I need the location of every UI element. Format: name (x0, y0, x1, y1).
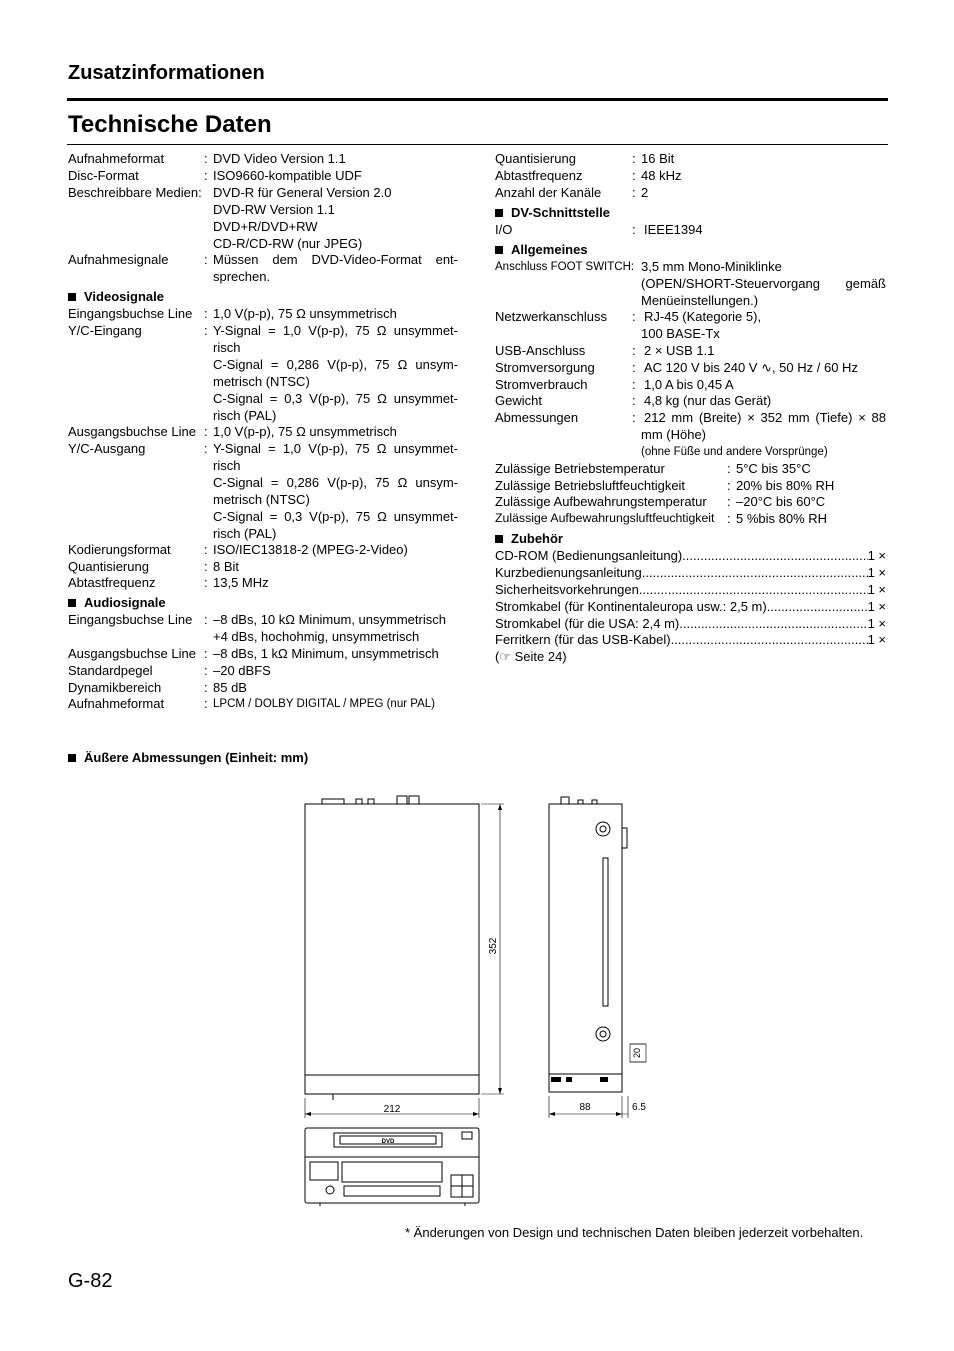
rear-dimension-label: 20 (632, 1047, 642, 1059)
spec-value: mm (Höhe) (641, 427, 707, 442)
spec-value: Müssen dem DVD-Video-Format ent- (213, 252, 458, 267)
spec-label: Quantisierung (495, 151, 576, 166)
video-heading: Videosignale (68, 288, 164, 305)
footnote: * Änderungen von Design und technischen Daten bleiben jederzeit vorbehalten. (405, 1225, 864, 1240)
spec-value: +4 dBs, hochohmig, unsymmetrisch (213, 629, 420, 644)
spec-value: 2 (641, 185, 649, 200)
spec-label: Y/C-Ausgang (68, 441, 146, 456)
foot-dimension-label: 6.5 (632, 1102, 646, 1113)
spec-value: risch (PAL) (213, 526, 277, 541)
spec-label: Quantisierung (68, 559, 149, 574)
spec-label: Disc-Format (68, 168, 139, 183)
spec-value: ISO9660-kompatible UDF (213, 168, 362, 183)
list-item (495, 631, 886, 648)
spec-value: 20% bis 80% RH (736, 478, 835, 493)
width-dimension-label: 212 (383, 1104, 401, 1115)
spec-value: –20°C bis 60°C (736, 494, 826, 509)
spec-value: C-Signal = 0,3 V(p-p), 75 Ω unsymmet- (213, 509, 458, 524)
spec-label: USB-Anschluss (495, 343, 586, 358)
spec-value: 16 Bit (641, 151, 675, 166)
accessory-qty: 1 × (867, 565, 886, 580)
spec-label: Ausgangsbuchse Line (68, 646, 196, 661)
spec-value: CD-R/CD-RW (nur JPEG) (213, 236, 363, 251)
spec-label: Dynamikbereich (68, 680, 162, 695)
accessory-qty: 1 × (867, 632, 886, 647)
spec-label: Abmessungen (495, 410, 579, 425)
title-rule (67, 144, 888, 145)
spec-label: Aufnahmeformat (68, 151, 165, 166)
spec-value: sprechen. (213, 269, 271, 284)
spec-value: –20 dBFS (213, 663, 271, 678)
accessories-heading: Zubehör (495, 530, 563, 547)
spec-value: metrisch (NTSC) (213, 492, 310, 507)
spec-value: C-Signal = 0,286 V(p-p), 75 Ω unsym- (213, 357, 458, 372)
spec-label: Zulässige Betriebsluftfeuchtigkeit (495, 478, 686, 493)
page-reference: (☞ Seite 24) (495, 649, 567, 664)
spec-label: Abtastfrequenz (495, 168, 583, 183)
spec-value: C-Signal = 0,286 V(p-p), 75 Ω unsym- (213, 475, 458, 490)
spec-value: DVD+R/DVD+RW (213, 219, 318, 234)
spec-value: 1,0 V(p-p), 75 Ω unsymmetrisch (213, 424, 397, 439)
spec-label: Anschluss FOOT SWITCH: (495, 261, 635, 273)
accessory-name: CD-ROM (Bedienungsanleitung) (495, 548, 683, 563)
spec-label: Zulässige Aufbewahrungsluftfeuchtigkeit (495, 511, 715, 525)
spec-value: AC 120 V bis 240 V ∿, 50 Hz / 60 Hz (644, 360, 858, 375)
spec-value: 212 mm (Breite) × 352 mm (Tiefe) × 88 (644, 410, 886, 425)
spec-value: Y-Signal = 1,0 V(p-p), 75 Ω unsymmet- (213, 323, 458, 338)
spec-label: Netzwerkanschluss (495, 309, 607, 324)
spec-label: Aufnahmeformat (68, 696, 165, 711)
spec-label: Beschreibbare Medien: (68, 185, 202, 200)
spec-label: Zulässige Aufbewahrungstemperatur (495, 494, 707, 509)
list-item (495, 581, 886, 598)
accessory-name: Stromkabel (für Kontinentaleuropa usw.: 2,5 m) (495, 599, 767, 614)
spec-value: 3,5 mm Mono-Miniklinke (641, 259, 782, 274)
spec-value: 5 %bis 80% RH (736, 511, 828, 526)
page-number: G-82 (68, 1270, 113, 1292)
spec-label: Aufnahmesignale (68, 252, 169, 267)
dvd-logo: DVD (381, 1139, 395, 1145)
spec-value: 5°C bis 35°C (736, 461, 811, 476)
spec-label: Stromversorgung (495, 360, 595, 375)
spec-label: Gewicht (495, 393, 542, 408)
accessory-qty: 1 × (867, 582, 886, 597)
accessory-qty: 1 × (867, 616, 886, 631)
spec-value: (OPEN/SHORT-Steuervorgang gemäß (641, 276, 886, 291)
accessory-qty: 1 × (867, 599, 886, 614)
accessory-name: Stromkabel (für die USA: 2,4 m) (495, 616, 680, 631)
spec-label: Y/C-Eingang (68, 323, 142, 338)
spec-value: –8 dBs, 10 kΩ Minimum, unsymmetrisch (213, 612, 446, 627)
dv-heading: DV-Schnittstelle (495, 204, 610, 221)
spec-value: IEEE1394 (644, 222, 703, 237)
spec-value: DVD-R für General Version 2.0 (213, 185, 392, 200)
dimension-drawing (290, 785, 670, 1210)
list-item (495, 547, 886, 564)
spec-value: DVD Video Version 1.1 (213, 151, 346, 166)
list-item (495, 564, 886, 581)
spec-value: 4,8 kg (nur das Gerät) (644, 393, 772, 408)
height-dimension-label: 88 (579, 1102, 591, 1113)
spec-label: Ausgangsbuchse Line (68, 424, 196, 439)
list-item (495, 598, 886, 615)
spec-value: 2 × USB 1.1 (644, 343, 715, 358)
spec-label: Zulässige Betriebstemperatur (495, 461, 665, 476)
spec-label: Kodierungsformat (68, 542, 171, 557)
page-title: Technische Daten (68, 111, 272, 138)
top-view-outline (305, 804, 479, 1094)
spec-value: 48 kHz (641, 168, 682, 183)
spec-value: 1,0 A bis 0,45 A (644, 377, 734, 392)
audio-heading: Audiosignale (68, 594, 166, 611)
accessory-qty: 1 × (867, 548, 886, 563)
spec-value: 8 Bit (213, 559, 240, 574)
accessory-name: Ferritkern (für das USB-Kabel) (495, 632, 671, 647)
spec-value: 85 dB (213, 680, 247, 695)
header-rule (67, 98, 888, 101)
spec-value: Menüeinstellungen.) (641, 293, 759, 308)
spec-value: metrisch (NTSC) (213, 374, 310, 389)
spec-value: risch (PAL) (213, 408, 277, 423)
accessory-name: Sicherheitsvorkehrungen (495, 582, 639, 597)
spec-value: Y-Signal = 1,0 V(p-p), 75 Ω unsymmet- (213, 441, 458, 456)
section-title: Zusatzinformationen (68, 62, 265, 84)
side-view-outline (549, 804, 622, 1074)
spec-label: I/O (495, 222, 513, 237)
spec-value: ISO/IEC13818-2 (MPEG-2-Video) (213, 542, 408, 557)
spec-label: Stromverbrauch (495, 377, 588, 392)
spec-value: C-Signal = 0,3 V(p-p), 75 Ω unsymmet- (213, 391, 458, 406)
spec-label: Abtastfrequenz (68, 575, 156, 590)
spec-value: DVD-RW Version 1.1 (213, 202, 335, 217)
spec-value: LPCM / DOLBY DIGITAL / MPEG (nur PAL) (213, 698, 435, 710)
spec-value: RJ-45 (Kategorie 5), (644, 309, 762, 324)
accessory-name: Kurzbedienungsanleitung (495, 565, 642, 580)
spec-value: 13,5 MHz (213, 575, 269, 590)
dimensions-heading: Äußere Abmessungen (Einheit: mm) (68, 749, 308, 766)
spec-label: Standardpegel (68, 663, 153, 678)
spec-value: risch (213, 458, 241, 473)
spec-value: (ohne Füße und andere Vorsprünge) (641, 446, 828, 458)
depth-dimension-label: 352 (488, 937, 499, 955)
spec-label: Eingangsbuchse Line (68, 612, 193, 627)
spec-label: Anzahl der Kanäle (495, 185, 602, 200)
spec-value: –8 dBs, 1 kΩ Minimum, unsymmetrisch (213, 646, 439, 661)
spec-value: 100 BASE-Tx (641, 326, 720, 341)
spec-value: 1,0 V(p-p), 75 Ω unsymmetrisch (213, 306, 397, 321)
general-heading: Allgemeines (495, 241, 588, 258)
spec-label: Eingangsbuchse Line (68, 306, 193, 321)
spec-value: risch (213, 340, 241, 355)
list-item (495, 615, 886, 632)
